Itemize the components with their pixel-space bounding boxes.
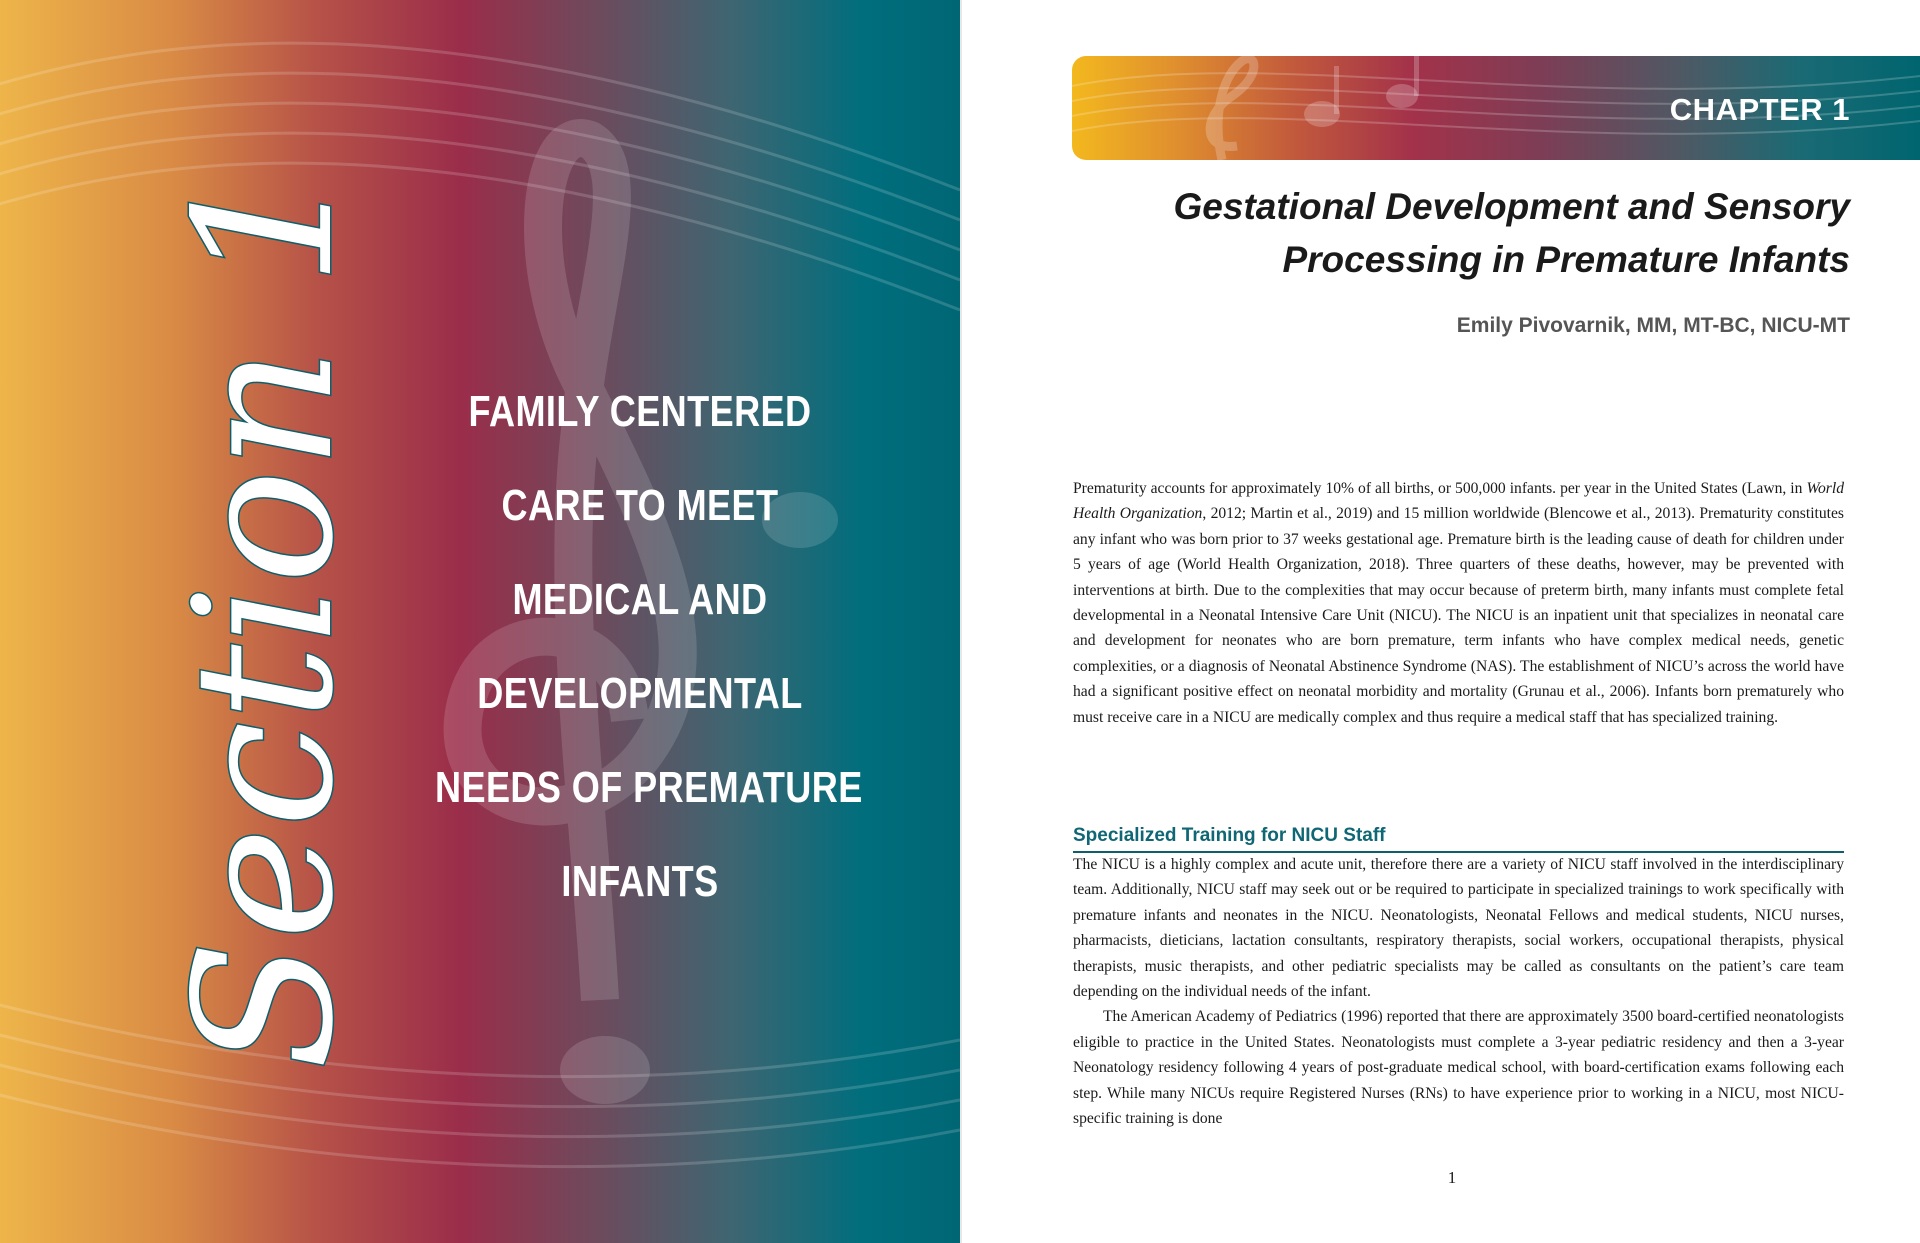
intro-text-start: Prematurity accounts for approximately 10% of all births, or 500,000 infants. per year in the United States (Lawn, in [1073, 480, 1807, 497]
chapter-banner [1072, 56, 1920, 160]
chapter-title-line: Processing in Premature Infants [1282, 239, 1850, 280]
chapter-label: CHAPTER 1 [1669, 92, 1850, 127]
right-page [962, 0, 1920, 1243]
section-title [435, 365, 863, 929]
section-title-line: INFANTS [561, 857, 719, 906]
section-script-label: Section 1 [154, 165, 375, 1070]
section-title-line: MEDICAL AND [512, 575, 768, 624]
intro-text-end: , 2012; Martin et al., 2019) and 15 million worldwide (Blencowe et al., 2013). Prematurity constitutes any infant who was born prior to 37 weeks gestational age. Premature birth is the leading cause of death for children under 5 years of age (World Health Organization, 2018). Three quarters of these deaths, however, may be prevented with interventions at birth. Due to the complexities that may occur because of preterm birth, many infants must complete fetal developmental in a Neonatal Intensive Care Unit (NICU). The NICU is an inpatient unit that specializes in neonatal care and development for neonates who are born premature, term infants who have complex medical needs, genetic complexities, or a diagnosis of Neonatal Abstinence Syndrome (NAS). The establishment of NICU’s across the world have had a significant positive effect on neonatal morbidity and mortality (Grunau et al., 2006). Infants born prematurely who must receive care in a NICU are medically complex and thus require a medical staff that has specialized training. [1073, 505, 1844, 726]
chapter-title-line: Gestational Development and Sensory [1173, 186, 1850, 227]
subsection-paragraph: The NICU is a highly complex and acute unit, therefore there are a variety of NICU staff involved in the interdisciplinary team. Additionally, NICU staff may seek out or be required to participate in specialized trainings to work specifically with premature infants and neonates in the NICU. Neonatologists, Neonatal Fellows and medical students, NICU nurses, pharmacists, dieticians, lactation consultants, respiratory therapists, social workers, occupational therapists, physical therapists, music therapists, and other pediatric specialists may be called as consultants on the patient’s care team depending on the individual needs of the infant. [1073, 856, 1844, 1001]
section-subheading: Specialized Training for NICU Staff [1073, 823, 1844, 853]
section-title-line: NEEDS OF PREMATURE [435, 763, 863, 812]
intro-text-italic: World Health Organization [1073, 480, 1844, 523]
section-title-line: CARE TO MEET [501, 481, 779, 530]
page-number: 1 [1447, 1168, 1457, 1187]
section-title-line: DEVELOPMENTAL [477, 669, 803, 718]
subsection-paragraph: The American Academy of Pediatrics (1996) reported that there are approximately 3500 board-certified neonatologists eligible to practice in the United States. Neonatologists must complete a 3-year pediatric residency and then a 3-year Neonatology residency following 4 years of post-graduate medical school, with board-certification exams following each step. While many NICUs require Registered Nurses (RNs) to have experience prior to working in a NICU, most NICU-specific training is done [1073, 1008, 1844, 1128]
section-title-line: FAMILY CENTERED [468, 387, 812, 436]
author-byline: Emily Pivovarnik, MM, MT-BC, NICU-MT [1456, 314, 1850, 337]
chapter-title [1090, 180, 1850, 286]
intro-paragraph [1073, 476, 1844, 730]
subsection-body [1073, 852, 1844, 1131]
